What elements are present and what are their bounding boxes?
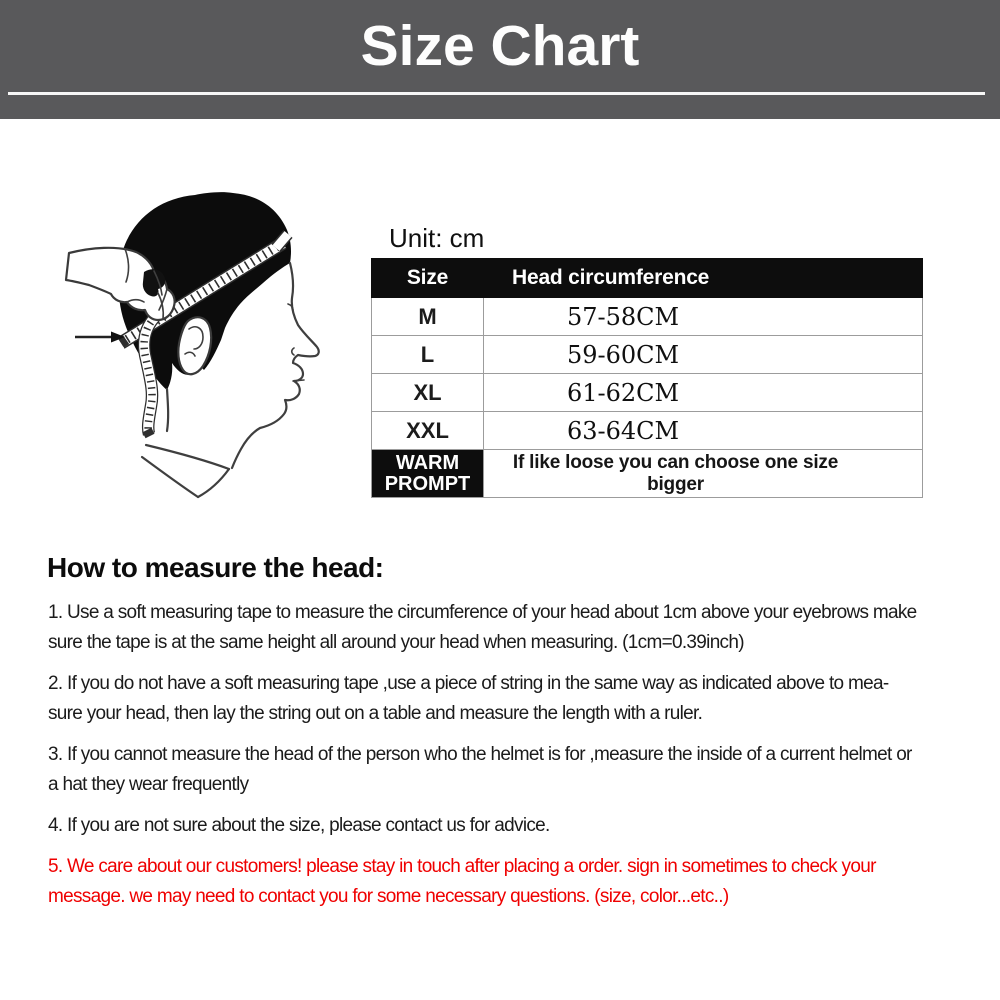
howto-heading: How to measure the head: (47, 552, 384, 583)
banner (0, 0, 1000, 119)
collar-top-line (146, 445, 229, 469)
circumference-value: 63-64CM (484, 412, 923, 450)
size-label: XXL (372, 412, 484, 450)
table-footer-row (372, 450, 923, 498)
instruction-line: message. we may need to contact you for some necessary questions. (size, color...etc..) (48, 886, 729, 907)
instruction-line: 1. Use a soft measuring tape to measure the circumference of your head about 1cm above your eyebrows make (48, 602, 917, 623)
circumference-value: 61-62CM (484, 374, 923, 412)
instruction-item-1 (48, 598, 993, 658)
instruction-line: 2. If you do not have a soft measuring tape ,use a piece of string in the same way as indicated above to mea- (48, 673, 889, 694)
arrow-icon (75, 332, 125, 343)
neck-back-line (167, 389, 168, 431)
instruction-line: 3. If you cannot measure the head of the person who the helmet is for ,measure the inside of a current helmet or (48, 744, 912, 765)
instruction-line: sure your head, then lay the string out on a table and measure the length with a ruler. (48, 703, 703, 724)
size-table (371, 258, 923, 498)
instruction-item-5 (48, 852, 993, 912)
instruction-line: 5. We care about our customers! please stay in touch after placing a order. sign in sometimes to check your (48, 856, 876, 877)
collar-right-line (198, 469, 229, 497)
instruction-item-2 (48, 669, 993, 729)
warm-prompt-note: If like loose you can choose one size bigger (484, 450, 923, 498)
size-table-header-row (372, 259, 923, 298)
instructions (48, 598, 993, 923)
banner-divider (8, 92, 985, 95)
collar-bottom-line (142, 457, 198, 497)
instruction-line: a hat they wear frequently (48, 774, 249, 795)
instruction-line: 4. If you are not sure about the size, please contact us for advice. (48, 815, 550, 836)
size-label: L (372, 336, 484, 374)
head-measurement-illustration (25, 135, 365, 545)
nostril-detail (292, 348, 294, 355)
table-row-m (372, 298, 923, 336)
mouth-line (293, 380, 304, 381)
table-row-l (372, 336, 923, 374)
tape-hanging-tip (147, 430, 150, 436)
unit-label: Unit: cm (389, 223, 485, 253)
instruction-item-4 (48, 811, 993, 841)
table-row-xl (372, 374, 923, 412)
table-row-xxl (372, 412, 923, 450)
warm-prompt-label: WARM PROMPT (372, 450, 484, 498)
circumference-value: 59-60CM (484, 336, 923, 374)
size-label: M (372, 298, 484, 336)
size-column-header: Size (372, 259, 484, 298)
size-label: XL (372, 374, 484, 412)
instruction-line: sure the tape is at the same height all around your head when measuring. (1cm=0.39inch) (48, 632, 744, 653)
page-title: Size Chart (360, 14, 640, 78)
circumference-value: 57-58CM (484, 298, 923, 336)
tape-end-tip (121, 340, 126, 344)
circumference-column-header: Head circumference (484, 259, 923, 298)
instruction-item-3 (48, 740, 993, 800)
